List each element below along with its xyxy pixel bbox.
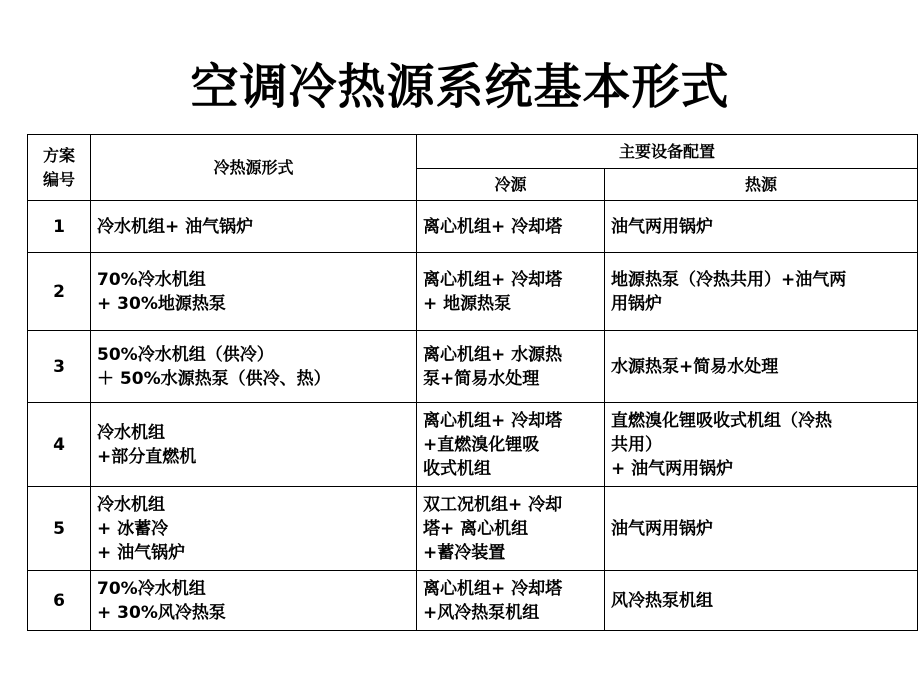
page-title: 空调冷热源系统基本形式 <box>190 59 730 115</box>
row-no: 1 <box>28 201 91 253</box>
row-form: 70%冷水机组 + 30%地源热泵 <box>91 253 417 331</box>
row-heat: 油气两用锅炉 <box>605 201 918 253</box>
row-heat: 水源热泵+简易水处理 <box>605 331 918 403</box>
row-cold: 离心机组+ 冷却塔 + 地源热泵 <box>417 253 605 331</box>
row-heat: 地源热泵（冷热共用）+油气两 用锅炉 <box>605 253 918 331</box>
table-row <box>28 571 918 631</box>
row-heat: 油气两用锅炉 <box>605 487 918 571</box>
table-row <box>28 487 918 571</box>
row-no: 5 <box>28 487 91 571</box>
header-heat-source: 热源 <box>605 169 918 201</box>
row-form: 70%冷水机组 + 30%风冷热泵 <box>91 571 417 631</box>
table-row <box>28 253 918 331</box>
header-plan-no: 方案 编号 <box>28 135 91 201</box>
row-heat: 直燃溴化锂吸收式机组（冷热 共用） + 油气两用锅炉 <box>605 403 918 487</box>
row-no: 3 <box>28 331 91 403</box>
row-no: 2 <box>28 253 91 331</box>
row-cold: 双工况机组+ 冷却 塔+ 离心机组 +蓄冷装置 <box>417 487 605 571</box>
system-table <box>27 134 918 631</box>
row-form: 冷水机组 +部分直燃机 <box>91 403 417 487</box>
row-cold: 离心机组+ 水源热 泵+简易水处理 <box>417 331 605 403</box>
row-cold: 离心机组+ 冷却塔 +风冷热泵机组 <box>417 571 605 631</box>
row-no: 6 <box>28 571 91 631</box>
header-form: 冷热源形式 <box>91 135 417 201</box>
header-cold-source: 冷源 <box>417 169 605 201</box>
row-form: 冷水机组 + 冰蓄冷 + 油气锅炉 <box>91 487 417 571</box>
row-cold: 离心机组+ 冷却塔 +直燃溴化锂吸 收式机组 <box>417 403 605 487</box>
header-equipment: 主要设备配置 <box>417 135 918 169</box>
table-row <box>28 331 918 403</box>
row-cold: 离心机组+ 冷却塔 <box>417 201 605 253</box>
row-form: 50%冷水机组（供冷） ＋ 50%水源热泵（供冷、热） <box>91 331 417 403</box>
table-row <box>28 403 918 487</box>
table-row <box>28 201 918 253</box>
row-no: 4 <box>28 403 91 487</box>
row-heat: 风冷热泵机组 <box>605 571 918 631</box>
row-form: 冷水机组+ 油气锅炉 <box>91 201 417 253</box>
header-row-top <box>28 135 918 169</box>
